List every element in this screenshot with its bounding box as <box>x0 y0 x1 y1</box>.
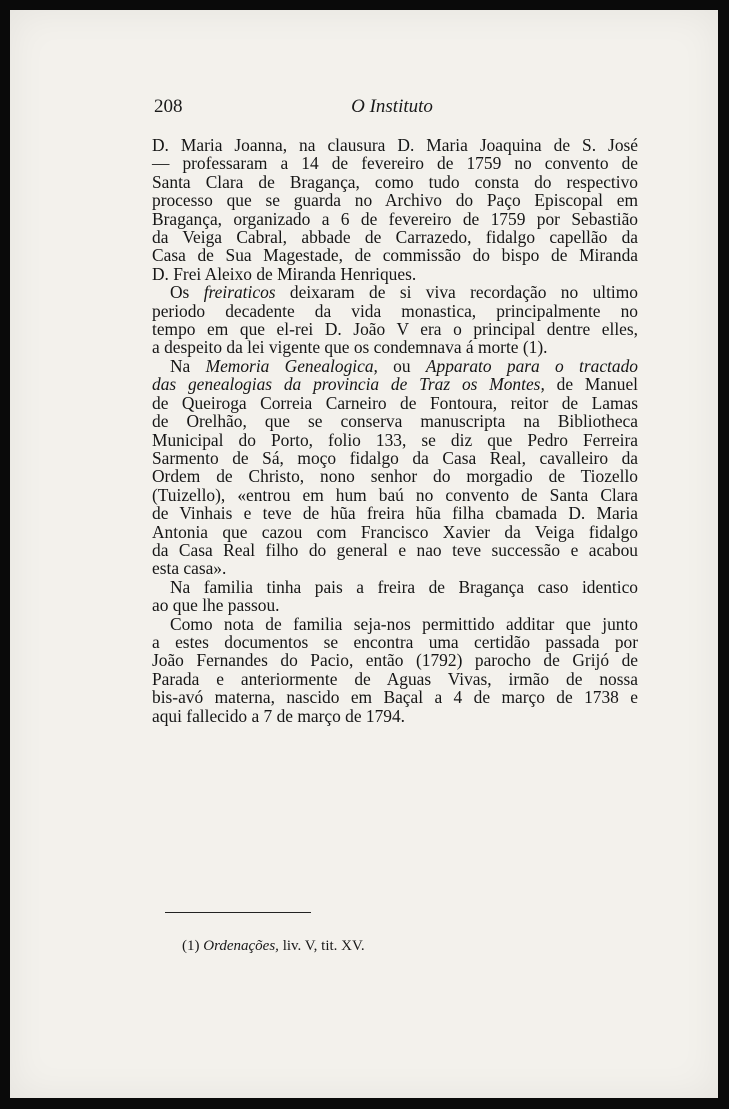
text-line: de Queiroga Correia Carneiro de Fontoura, reitor de Lamas <box>152 392 638 413</box>
text-line: João Fernandes do Pacio, então (1792) parocho de Grijó de <box>152 650 638 671</box>
text-run: Na <box>170 355 206 376</box>
text-line: D. Maria Joanna, na clausura D. Maria Joaquina de S. José <box>152 135 638 155</box>
text-line: Casa de Sua Magestade, de commissão do bispo de Miranda <box>152 245 638 266</box>
text-line: tempo em que el-rei D. João V era o principal dentre elles, <box>152 319 638 340</box>
footnote-reference: liv. V, tit. XV. <box>278 938 365 954</box>
text-run: ou <box>377 355 426 376</box>
italic-title: das genealogias da provincia de Traz os Montes, <box>152 374 545 395</box>
book-page <box>10 10 718 1098</box>
text-line <box>152 357 638 375</box>
text-line: bis-avó materna, nascido em Baçal a 4 de março de 1738 e <box>152 687 638 708</box>
text-line <box>152 375 638 393</box>
text-line: Sarmento de Sá, moço fidalgo da Casa Real, cavalleiro da <box>152 447 638 468</box>
page-header <box>154 96 630 120</box>
text-line <box>152 283 638 301</box>
text-line: Santa Clara de Bragança, como tudo consta do respectivo <box>152 171 638 192</box>
running-title: O Instituto <box>351 96 433 117</box>
text-line: de Orelhão, que se conserva manuscripta na Bibliotheca <box>152 411 638 432</box>
text-line: D. Frei Aleixo de Miranda Henriques. <box>152 263 417 284</box>
body-text <box>152 136 638 725</box>
footnote <box>182 938 365 955</box>
text-line: processo que se guarda no Archivo do Paço Episcopal em <box>152 190 638 211</box>
italic-title: Memoria Genealogica, <box>205 355 378 376</box>
text-line: Bragança, organizado a 6 de fevereiro de 1759 por Sebastião <box>152 208 638 229</box>
page-number: 208 <box>154 96 183 117</box>
text-run: Os <box>170 282 204 303</box>
text-line: Na familia tinha pais a freira de Bragança caso identico <box>170 576 638 597</box>
text-line: Antonia que cazou com Francisco Xavier da Veiga fidalgo <box>152 521 638 542</box>
text-line: esta casa». <box>152 558 227 579</box>
text-run: deixaram de si viva recordação no ultimo <box>275 282 638 303</box>
italic-term: freiraticos <box>203 282 276 303</box>
text-line: aqui fallecido a 7 de março de 1794. <box>152 705 406 726</box>
text-line: a estes documentos se encontra uma certidão passada por <box>152 631 638 652</box>
text-run: de Manuel <box>544 374 639 395</box>
italic-title: Apparato para o tractado <box>425 355 638 376</box>
footnote-source: Ordenações, <box>203 938 279 954</box>
text-line: da Veiga Cabral, abbade de Carrazedo, fidalgo capellão da <box>152 227 638 248</box>
footnote-marker: (1) <box>182 938 200 954</box>
footnote-rule <box>165 912 311 913</box>
text-line: Parada e anteriormente de Aguas Vivas, irmão de nossa <box>152 668 638 689</box>
text-line: a despeito da lei vigente que os condemnava á morte (1). <box>152 337 548 358</box>
text-line: Municipal do Porto, folio 133, se diz que Pedro Ferreira <box>152 429 638 450</box>
text-line: da Casa Real filho do general e nao teve successão e acabou <box>152 539 638 560</box>
text-line: de Vinhais e teve de hũa freira hũa filha cbamada D. Maria <box>152 503 638 524</box>
text-line: periodo decadente da vida monastica, principalmente no <box>152 300 638 321</box>
text-line: ao que lhe passou. <box>152 595 280 616</box>
text-line: Ordem de Christo, nono senhor do morgadio de Tiozello <box>152 466 638 487</box>
text-line: — professaram a 14 de fevereiro de 1759 no convento de <box>152 153 638 174</box>
text-line: Como nota de familia seja-nos permittido additar que junto <box>170 613 638 634</box>
text-line: (Tuizello), «entrou em hum baú no convento de Santa Clara <box>152 484 638 505</box>
